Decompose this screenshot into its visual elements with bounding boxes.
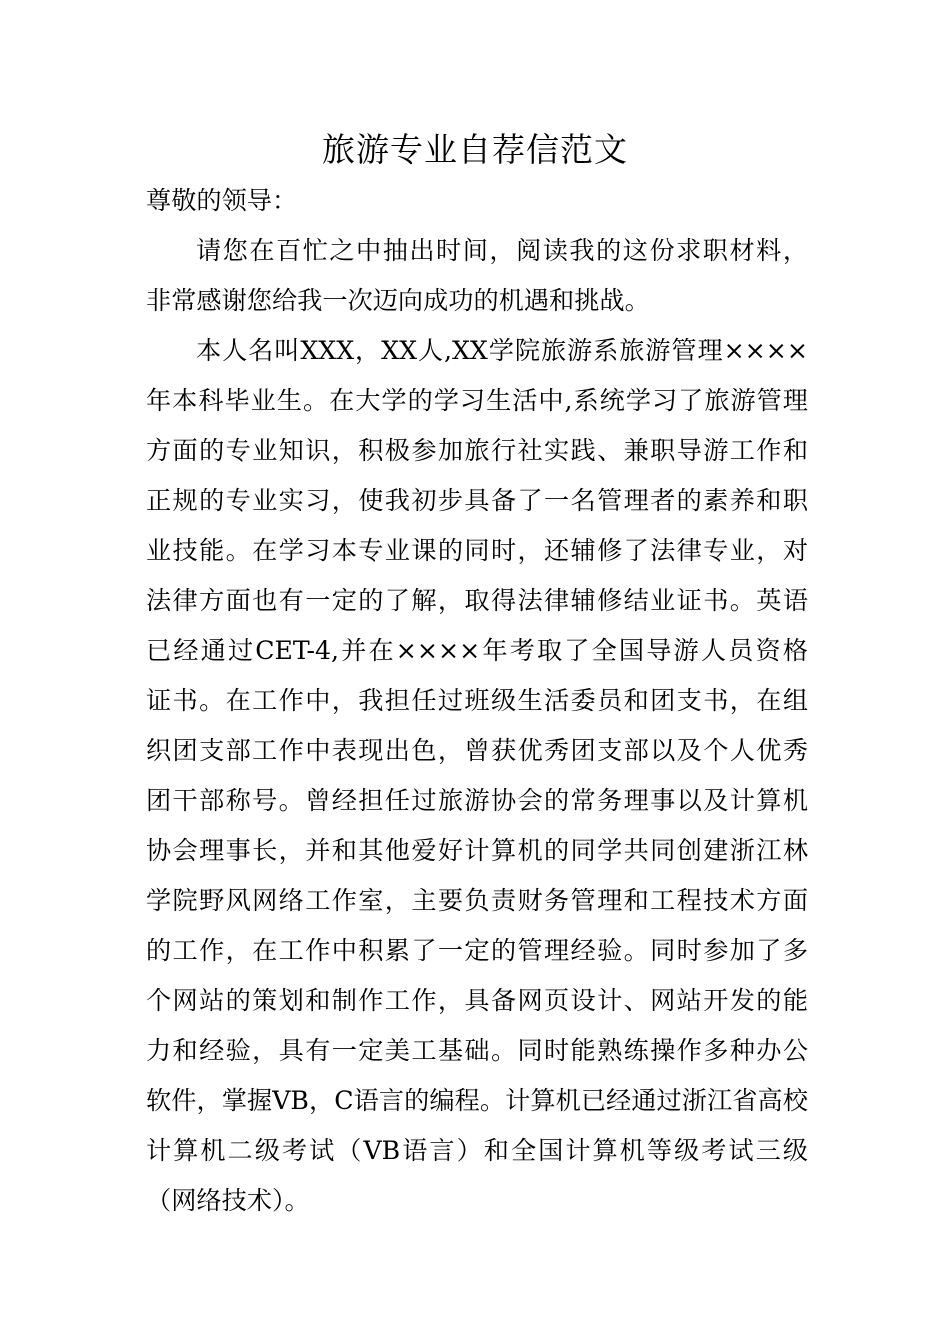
paragraph-2 — [146, 326, 808, 1226]
paragraph-line: （网络技术）。 — [146, 1186, 310, 1215]
paragraph-line: 的工作，在工作中积累了一定的管理经验。同时参加了多 — [146, 936, 808, 965]
paragraph-line: 软件，掌握VB，C语言的编程。计算机已经通过浙江省高校 — [146, 1086, 808, 1115]
paragraph-line: 已经通过CET-4,并在××××年考取了全国导游人员资格 — [146, 636, 808, 665]
salutation: 尊敬的领导： — [146, 186, 298, 215]
paragraph-line: 请您在百忙之中抽出时间，阅读我的这份求职材料， — [196, 236, 808, 265]
paragraph-line: 法律方面也有一定的了解，取得法律辅修结业证书。英语 — [146, 586, 808, 615]
paragraph-line: 年本科毕业生。在大学的学习生活中,系统学习了旅游管理 — [146, 386, 808, 415]
document-title: 旅游专业自荐信范文 — [322, 130, 628, 169]
paragraph-line: 正规的专业实习，使我初步具备了一名管理者的素养和职 — [146, 486, 808, 515]
paragraph-line: 协会理事长，并和其他爱好计算机的同学共同创建浙江林 — [146, 836, 808, 865]
paragraph-line: 力和经验，具有一定美工基础。同时能熟练操作多种办公 — [146, 1036, 808, 1065]
paragraph-line: 非常感谢您给我一次迈向成功的机遇和挑战。 — [146, 286, 650, 315]
paragraph-line: 证书。在工作中，我担任过班级生活委员和团支书，在组 — [146, 686, 808, 715]
paragraph-line: 个网站的策划和制作工作，具备网页设计、网站开发的能 — [146, 986, 808, 1015]
paragraph-line: 业技能。在学习本专业课的同时，还辅修了法律专业，对 — [146, 536, 808, 565]
document-body — [146, 176, 808, 1226]
paragraph-1 — [146, 226, 808, 326]
paragraph-line: 方面的专业知识，积极参加旅行社实践、兼职导游工作和 — [146, 436, 808, 465]
paragraph-line: 本人名叫XXX，XX人,XX学院旅游系旅游管理×××× — [196, 336, 808, 365]
paragraph-line: 学院野风网络工作室，主要负责财务管理和工程技术方面 — [146, 886, 808, 915]
paragraph-line: 计算机二级考试（VB语言）和全国计算机等级考试三级 — [146, 1136, 808, 1165]
paragraph-line: 织团支部工作中表现出色，曾获优秀团支部以及个人优秀 — [146, 736, 808, 765]
paragraph-line: 团干部称号。曾经担任过旅游协会的常务理事以及计算机 — [146, 786, 808, 815]
